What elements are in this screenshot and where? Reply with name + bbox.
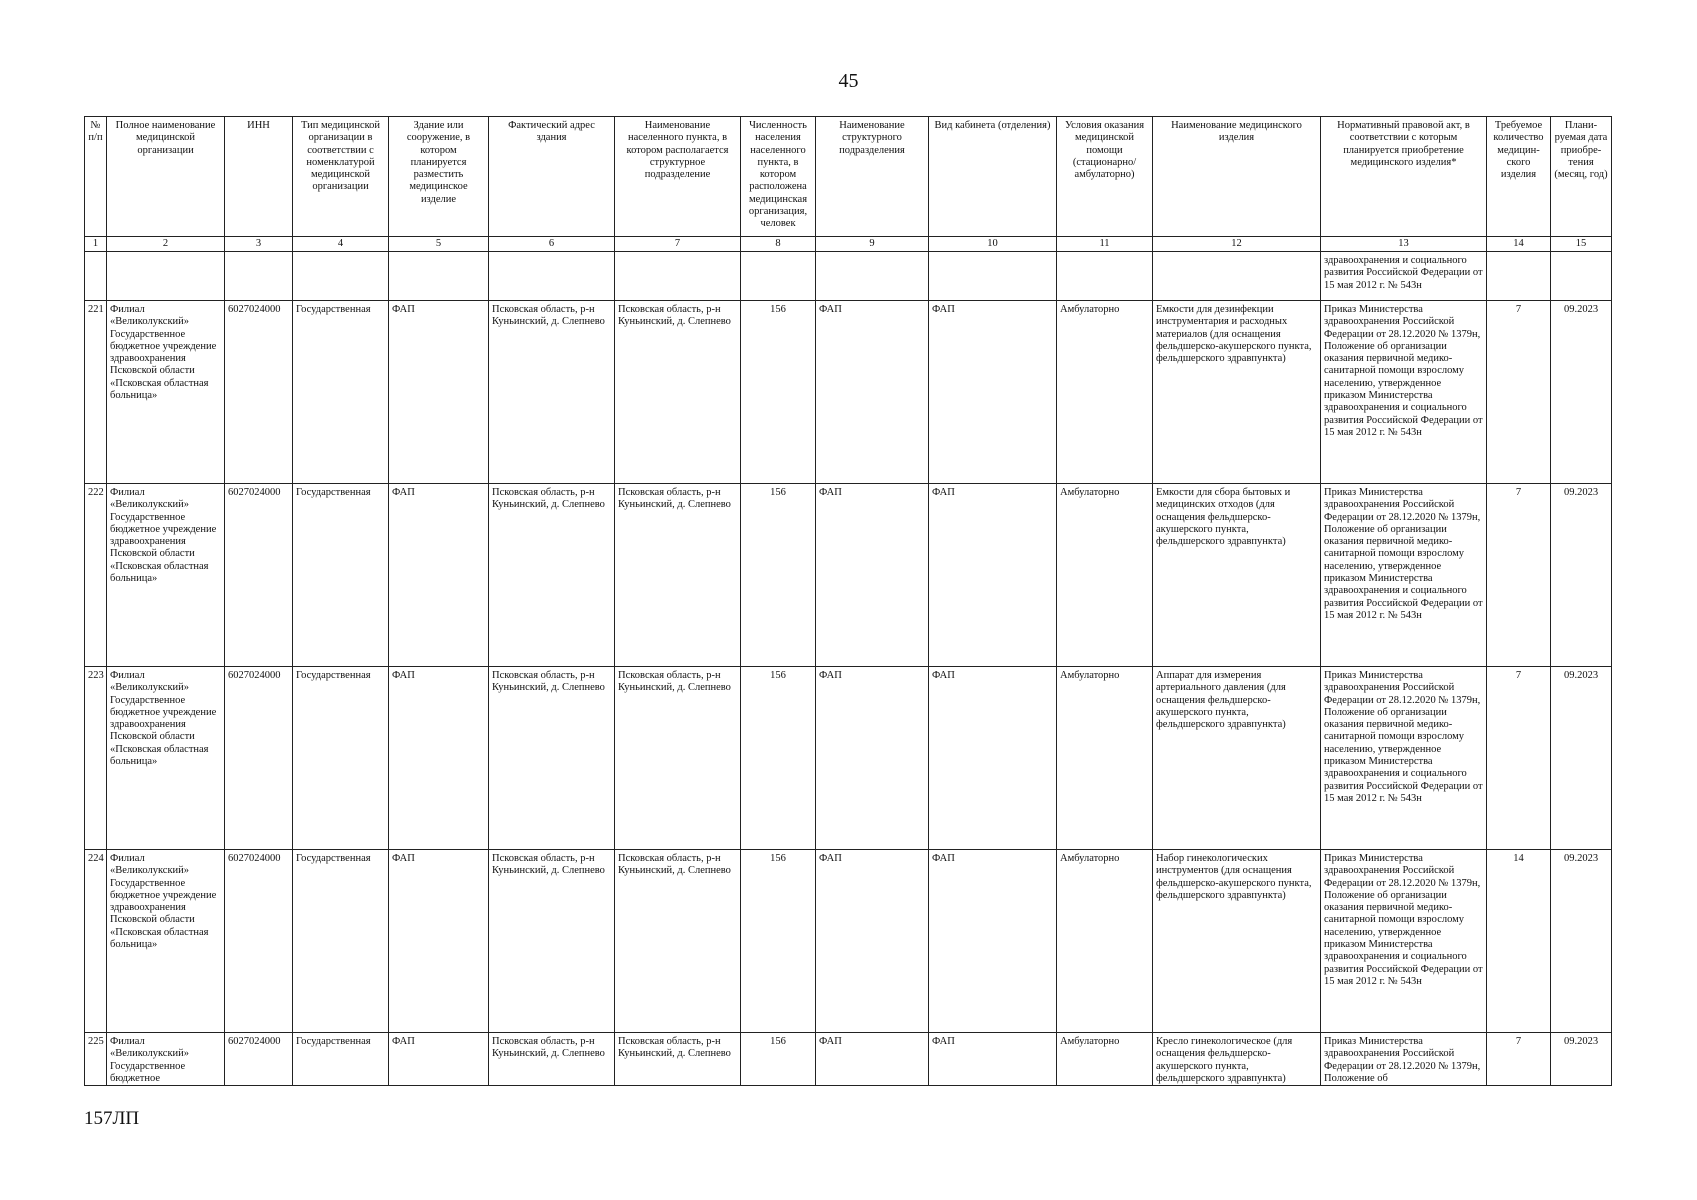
cell-act: Приказ Министерства здравоохранения Российской Федерации от 28.12.2020 № 1379н, Положение об (1321, 1033, 1487, 1086)
cell-inn: 6027024000 (225, 850, 293, 1033)
cell-locality: Псковская область, р-н Куньинский, д. Слепнево (615, 1033, 741, 1086)
cell-locality: Псковская область, р-н Куньинский, д. Слепнево (615, 667, 741, 850)
cell-type: Государственная (293, 1033, 389, 1086)
cell-address: Псковская область, р-н Куньинский, д. Слепнево (489, 667, 615, 850)
cell-building: ФАП (389, 1033, 489, 1086)
table-row (85, 667, 1612, 850)
cell-address: Псковская область, р-н Куньинский, д. Слепнево (489, 1033, 615, 1086)
column-number-9: 9 (816, 237, 929, 252)
cell-address: Псковская область, р-н Куньинский, д. Слепнево (489, 850, 615, 1033)
cell-building: ФАП (389, 667, 489, 850)
cell-org: Филиал «Великолукский» Государственное бюджетное учреждение здравоохранения Псковской области «Псковская областная больница» (107, 301, 225, 484)
cell-population: 156 (741, 484, 816, 667)
cell-locality: Псковская область, р-н Куньинский, д. Слепнево (615, 850, 741, 1033)
cell-org: Филиал «Великолукский» Государственное бюджетное (107, 1033, 225, 1086)
column-header-11: Условия оказания медицинской помощи (стационарно/ амбулаторно) (1057, 117, 1153, 237)
column-header-3: ИНН (225, 117, 293, 237)
cell-qty: 7 (1487, 667, 1551, 850)
cell-population: 156 (741, 1033, 816, 1086)
table-row (85, 850, 1612, 1033)
cell-device: Аппарат для измерения артериального давления (для оснащения фельдшерско-акушерского пункта, фельдшерского здравпункта) (1153, 667, 1321, 850)
cell-locality: Псковская область, р-н Куньинский, д. Слепнево (615, 301, 741, 484)
cell-device: Кресло гинекологическое (для оснащения фельдшерско-акушерского пункта, фельдшерского здравпункта) (1153, 1033, 1321, 1086)
cell-population: 156 (741, 667, 816, 850)
header-row (85, 117, 1612, 237)
column-number-13: 13 (1321, 237, 1487, 252)
cell-act: Приказ Министерства здравоохранения Российской Федерации от 28.12.2020 № 1379н, Положение об организации оказания первичной медико-санитарной помощи взрослому населению, утвержденное приказом Министерства здравоохранения и социального развития Российской Федерации от 15 мая 2012 г. № 543н (1321, 667, 1487, 850)
continuation-act-text: здравоохранения и социального развития Российской Федерации от 15 мая 2012 г. № 543н (1321, 252, 1487, 301)
column-number-11: 11 (1057, 237, 1153, 252)
cell-conditions: Амбулаторно (1057, 1033, 1153, 1086)
column-number-5: 5 (389, 237, 489, 252)
cell-unit: ФАП (816, 484, 929, 667)
column-number-4: 4 (293, 237, 389, 252)
column-number-10: 10 (929, 237, 1057, 252)
cell-type: Государственная (293, 301, 389, 484)
column-header-7: Наименование населенного пункта, в котором располагается структурное подразделение (615, 117, 741, 237)
cell-building: ФАП (389, 484, 489, 667)
column-header-2: Полное наименование медицинской организации (107, 117, 225, 237)
cell-type: Государственная (293, 850, 389, 1033)
column-header-14: Требуемое количество медицин-ского изделия (1487, 117, 1551, 237)
cell-org: Филиал «Великолукский» Государственное бюджетное учреждение здравоохранения Псковской области «Псковская областная больница» (107, 484, 225, 667)
cell-date: 09.2023 (1551, 1033, 1612, 1086)
cell-inn: 6027024000 (225, 301, 293, 484)
column-number-15: 15 (1551, 237, 1612, 252)
column-header-4: Тип медицинской организации в соответствии с номенклатурой медицинской организации (293, 117, 389, 237)
cell-num: 224 (85, 850, 107, 1033)
cell-locality: Псковская область, р-н Куньинский, д. Слепнево (615, 484, 741, 667)
cell-inn: 6027024000 (225, 484, 293, 667)
column-number-3: 3 (225, 237, 293, 252)
cell-num: 221 (85, 301, 107, 484)
column-number-12: 12 (1153, 237, 1321, 252)
column-number-14: 14 (1487, 237, 1551, 252)
table-row (85, 484, 1612, 667)
cell-inn: 6027024000 (225, 667, 293, 850)
cell-building: ФАП (389, 301, 489, 484)
cell-qty: 7 (1487, 301, 1551, 484)
column-header-10: Вид кабинета (отделения) (929, 117, 1057, 237)
cell-unit: ФАП (816, 667, 929, 850)
cell-device: Набор гинекологических инструментов (для оснащения фельдшерско-акушерского пункта, фельдшерского здравпункта) (1153, 850, 1321, 1033)
cell-cabinet: ФАП (929, 484, 1057, 667)
cell-population: 156 (741, 850, 816, 1033)
column-header-12: Наименование медицинского изделия (1153, 117, 1321, 237)
cell-address: Псковская область, р-н Куньинский, д. Слепнево (489, 301, 615, 484)
cell-cabinet: ФАП (929, 301, 1057, 484)
table-row (85, 301, 1612, 484)
cell-qty: 14 (1487, 850, 1551, 1033)
medical-equipment-table (84, 116, 1612, 1086)
document-code: 157ЛП (84, 1108, 140, 1129)
column-number-1: 1 (85, 237, 107, 252)
cell-num: 225 (85, 1033, 107, 1086)
cell-population: 156 (741, 301, 816, 484)
cell-unit: ФАП (816, 301, 929, 484)
table-row (85, 1033, 1612, 1086)
column-header-15: Плани-руемая дата приобре-тения (месяц, год) (1551, 117, 1612, 237)
column-header-13: Нормативный правовой акт, в соответствии с которым планируется приобретение медицинского изделия* (1321, 117, 1487, 237)
cell-type: Государственная (293, 667, 389, 850)
cell-act: Приказ Министерства здравоохранения Российской Федерации от 28.12.2020 № 1379н, Положение об организации оказания первичной медико-санитарной помощи взрослому населению, утвержденное приказом Министерства здравоохранения и социального развития Российской Федерации от 15 мая 2012 г. № 543н (1321, 484, 1487, 667)
cell-cabinet: ФАП (929, 667, 1057, 850)
cell-act: Приказ Министерства здравоохранения Российской Федерации от 28.12.2020 № 1379н, Положение об организации оказания первичной медико-санитарной помощи взрослому населению, утвержденное приказом Министерства здравоохранения и социального развития Российской Федерации от 15 мая 2012 г. № 543н (1321, 850, 1487, 1033)
column-number-row (85, 237, 1612, 252)
cell-date: 09.2023 (1551, 301, 1612, 484)
column-header-5: Здание или сооружение, в котором планируется разместить медицинское изделие (389, 117, 489, 237)
cell-device: Емкости для дезинфекции инструментария и расходных материалов (для оснащения фельдшерско-акушерского пункта, фельдшерского здравпункта) (1153, 301, 1321, 484)
cell-unit: ФАП (816, 850, 929, 1033)
cell-device: Емкости для сбора бытовых и медицинских отходов (для оснащения фельдшерско-акушерского пункта, фельдшерского здравпункта) (1153, 484, 1321, 667)
cell-org: Филиал «Великолукский» Государственное бюджетное учреждение здравоохранения Псковской области «Псковская областная больница» (107, 667, 225, 850)
column-number-8: 8 (741, 237, 816, 252)
column-header-6: Фактический адрес здания (489, 117, 615, 237)
cell-type: Государственная (293, 484, 389, 667)
cell-cabinet: ФАП (929, 850, 1057, 1033)
cell-conditions: Амбулаторно (1057, 850, 1153, 1033)
cell-num: 223 (85, 667, 107, 850)
cell-conditions: Амбулаторно (1057, 667, 1153, 850)
column-number-2: 2 (107, 237, 225, 252)
cell-act: Приказ Министерства здравоохранения Российской Федерации от 28.12.2020 № 1379н, Положение об организации оказания первичной медико-санитарной помощи взрослому населению, утвержденное приказом Министерства здравоохранения и социального развития Российской Федерации от 15 мая 2012 г. № 543н (1321, 301, 1487, 484)
cell-qty: 7 (1487, 484, 1551, 667)
column-header-1: № п/п (85, 117, 107, 237)
cell-unit: ФАП (816, 1033, 929, 1086)
cell-address: Псковская область, р-н Куньинский, д. Слепнево (489, 484, 615, 667)
column-header-9: Наименование структурного подразделения (816, 117, 929, 237)
cell-date: 09.2023 (1551, 850, 1612, 1033)
cell-conditions: Амбулаторно (1057, 484, 1153, 667)
cell-num: 222 (85, 484, 107, 667)
column-number-6: 6 (489, 237, 615, 252)
column-number-7: 7 (615, 237, 741, 252)
cell-date: 09.2023 (1551, 667, 1612, 850)
column-header-8: Численность населения населенного пункта, в котором расположена медицинская организация, человек (741, 117, 816, 237)
cell-cabinet: ФАП (929, 1033, 1057, 1086)
cell-conditions: Амбулаторно (1057, 301, 1153, 484)
continuation-row (85, 252, 1612, 301)
cell-org: Филиал «Великолукский» Государственное бюджетное учреждение здравоохранения Псковской области «Псковская областная больница» (107, 850, 225, 1033)
cell-building: ФАП (389, 850, 489, 1033)
cell-inn: 6027024000 (225, 1033, 293, 1086)
page-number: 45 (838, 70, 859, 92)
cell-date: 09.2023 (1551, 484, 1612, 667)
cell-qty: 7 (1487, 1033, 1551, 1086)
